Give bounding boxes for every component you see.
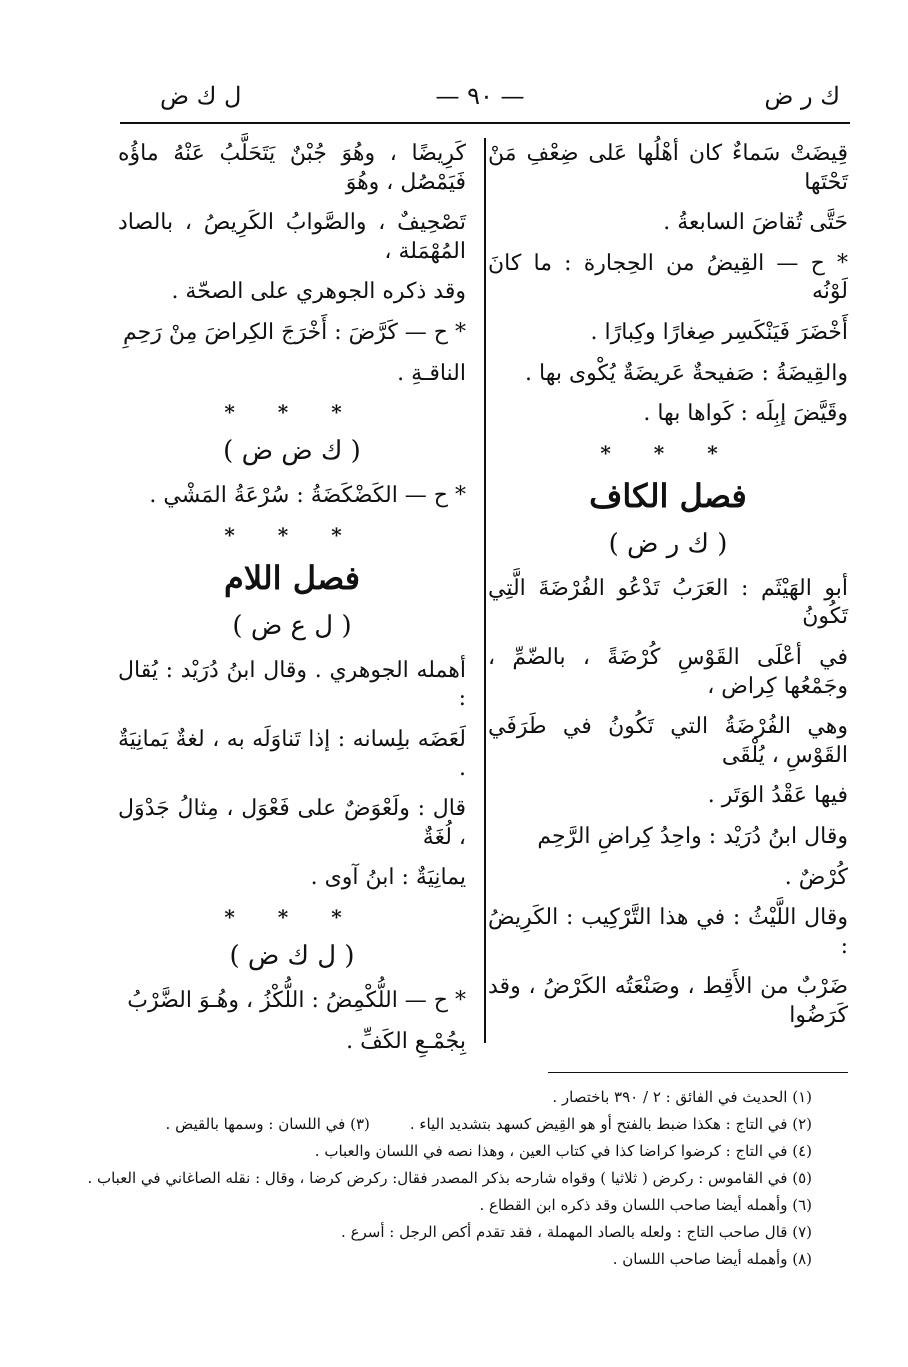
text-line: ضَرْبٌ من الأَقِط ، وصَنْعَتُه الكَرْضُ ، وقد كَرَضُوا: [488, 974, 848, 1028]
text-line: فيها عَقْدُ الوَتَر .: [707, 783, 848, 809]
text-line: تَصْحِيفٌ ، والصَّوابُ الكَرِيصُ ، بالصاد المُهْمَلة ،: [118, 210, 466, 264]
footnote: (٨) وأهمله أيضا صاحب اللسان .: [612, 1250, 812, 1268]
header-rule: [120, 122, 850, 124]
text-line: وقال ابنُ دُرَيْد : واحِدُ كِراضِ الرَّحِم: [537, 823, 848, 849]
root-heading: ( ك ر ض ): [608, 528, 728, 559]
text-line: وهي الفُرْضَةُ التي تَكُونُ في طَرَفَي القَوْسِ ، يُلْقَى: [488, 714, 848, 768]
footnote: (٦) وأهمله أيضا صاحب اللسان وقد ذكره ابن القطاع .: [479, 1196, 812, 1214]
text-line: * ح — كَرَّضَ : أَخْرَجَ الكِراضَ مِنْ رَحِمِ: [122, 319, 466, 345]
text-line: وقد ذكره الجوهري على الصحّة .: [171, 279, 466, 305]
footnote: (١) الحديث في الفائق : ٢ / ٣٩٠ باختصار .: [552, 1088, 812, 1106]
chapter-title: فصل الكاف: [589, 476, 747, 515]
text-line: قال : ولَعْوَضٌ على فَعْوَل ، مِثالُ جَدْوَل ، لُغَةٌ: [118, 796, 466, 850]
section-separator: * * *: [224, 904, 360, 929]
root-heading: ( ل ك ض ): [229, 940, 355, 971]
text-line: وقال اللَّيْثُ : في هذا التَّرْكِيب : الكَرِيضُ :: [488, 905, 848, 959]
text-line: يمانِيَةٌ : ابنُ آوى .: [310, 865, 466, 891]
footnote: (٢) في التاج : هكذا ضبط بالفتح أو هو القِيض كسهد بتشديد الياء .: [409, 1115, 812, 1133]
text-line: أَخْضَرَ فَيَنْكَسِر صِغارًا وكِبارًا .: [590, 319, 848, 345]
footnotes: [87, 1088, 812, 1277]
chapter-title: فصل اللام: [224, 558, 360, 597]
text-line: الناقـةِ .: [397, 360, 466, 386]
text-line: والقِيضَةُ : صَفيحةٌ عَريضَةٌ يُكْوى بها .: [525, 360, 848, 386]
footnote-rule: [548, 1072, 848, 1073]
right-column: [488, 140, 848, 1042]
page-number: — ٩٠ —: [435, 82, 525, 110]
text-line: أهمله الجوهري . وقال ابنُ دُرَيْد : يُقال :: [118, 657, 466, 712]
section-separator: * * *: [224, 400, 360, 425]
text-line: * ح — القِيضُ من الحِجارة : ما كانَ لَوْنُه: [488, 250, 848, 305]
section-separator: * * *: [600, 440, 736, 465]
text-line: * ح — الكَضْكَضَةُ : سُرْعَةُ المَشْي .: [149, 483, 466, 509]
footnote: (٥) في القاموس : ركرض ( ثلاثيا ) وقواه شارحه بذكر المصدر فقال: ركرض كرضا ، وقال : نقله الصاغاني في العباب .: [87, 1169, 812, 1187]
running-header: [120, 78, 840, 118]
text-line: في أعْلَى القَوْسِ كُرْضَةً ، بالضّمِّ ، وجَمْعُها كِراض ،: [488, 644, 848, 699]
footnote: (٣) في اللسان : وسمها بالقيض .: [165, 1115, 370, 1133]
root-heading: ( ك ض ض ): [223, 436, 361, 467]
column-divider: [484, 138, 486, 1043]
text-line: أبو الهَيْثَم : العَرَبُ تَدْعُو الفُرْضَةَ الَّتِي تَكُونُ: [488, 575, 848, 630]
root-heading: ( ل ع ض ): [232, 610, 352, 641]
text-line: حَتَّى تُقاضَ السابعةُ .: [663, 210, 848, 236]
section-separator: * * *: [224, 522, 360, 547]
text-line: بِجُمْـعِ الكَفِّ .: [346, 1028, 466, 1054]
footnote-row: [112, 1115, 812, 1133]
text-line: كَرِيضًا ، وهُوَ جُبْنٌ يَتَحَلَّبُ عَنْهُ ماؤُه فَيَمْصُل ، وهُوَ: [118, 141, 466, 195]
text-line: * ح — اللُّكْمِضُ : اللُّكْزُ ، وهُـوَ الضَّرْبُ: [127, 987, 466, 1013]
footnote: (٤) في التاج : كرضوا كراضا كذا في كتاب العين ، وهذا نصه في اللسان والعباب .: [314, 1142, 812, 1160]
header-root-left: ل ك ض: [160, 82, 242, 110]
footnote: (٧) قال صاحب التاج : ولعله بالصاد المهملة ، فقد تقدم أكص الرجل : أسرع .: [341, 1223, 812, 1241]
text-line: كُرْضٌ .: [784, 864, 848, 890]
header-root-right: ك ر ض: [764, 82, 840, 110]
left-column: [118, 140, 466, 1068]
text-line: لَعَضَه بلِسانه : إذا تَناوَلَه به ، لغةٌ يَمانِيَةٌ .: [118, 726, 466, 781]
text-line: قِيضَتْ سَماءٌ كان أهْلُها عَلى ضِعْفِ مَنْ تَحْتَها: [488, 141, 848, 195]
text-line: وقَيَّضَ إبِلَه : كَواها بها .: [643, 401, 848, 427]
